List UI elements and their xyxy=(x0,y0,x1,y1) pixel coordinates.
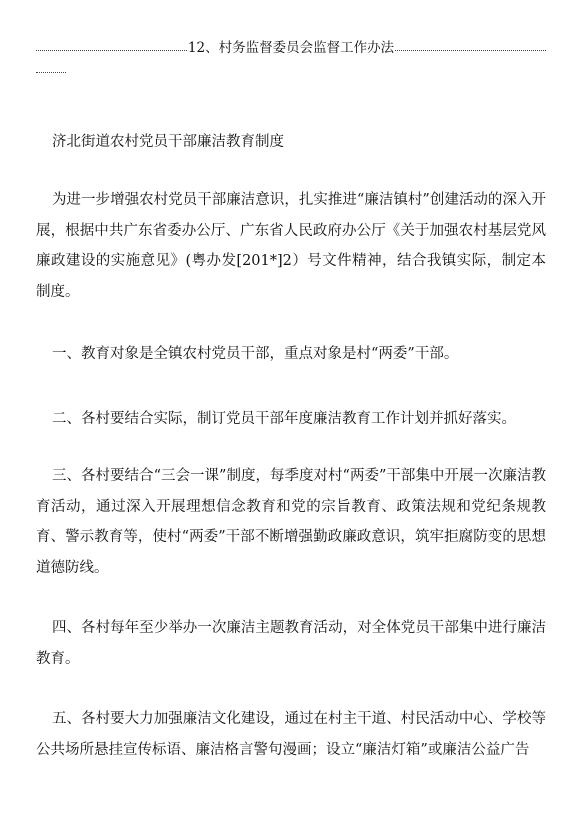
toc-leader-dots-right xyxy=(395,50,546,51)
intro-paragraph: 为进一步增强农村党员干部廉洁意识，扎实推进“廉洁镇村”创建活动的深入开展，根据中共广东省委办公厅、广东省人民政府办公厅《关于加强农村基层党风廉政建设的实施意见》(粤办发[201*]2）号文件精神，结合我镇实际，制定本制度。 xyxy=(36,192,546,300)
item-paragraph-4: 四、各村每年至少举办一次廉洁主题教育活动，对全体党员干部集中进行廉洁教育。 xyxy=(36,620,546,667)
item-paragraph-1: 一、教育对象是全镇农村党员干部，重点对象是村“两委”干部。 xyxy=(52,346,459,362)
document-title: 济北街道农村党员干部廉洁教育制度 xyxy=(52,134,284,150)
item-paragraph-5: 五、各村要大力加强廉洁文化建设，通过在村主干道、村民活动中心、学校等公共场所悬挂宣传标语、廉洁格言警句漫画；设立“廉洁灯箱”或廉洁公益广告 xyxy=(36,711,546,758)
toc-entry-title: 12、村务监督委员会监督工作办法 xyxy=(187,40,395,56)
toc-entry[interactable] xyxy=(36,38,546,58)
toc-leader-dots-left xyxy=(36,50,187,51)
item-paragraph-2: 二、各村要结合实际，制订党员干部年度廉洁教育工作计划并抓好落实。 xyxy=(52,411,516,427)
item-paragraph-3: 三、各村要结合“三会一课”制度，每季度对村“两委”干部集中开展一次廉洁教育活动，通过深入开展理想信念教育和党的宗旨教育、政策法规和党纪条规教育、警示教育等，使村“两委”干部不断增强勤政廉政意识，筑牢拒腐防变的思想道德防线。 xyxy=(36,468,546,576)
toc-leader-dots-continued xyxy=(36,72,66,73)
